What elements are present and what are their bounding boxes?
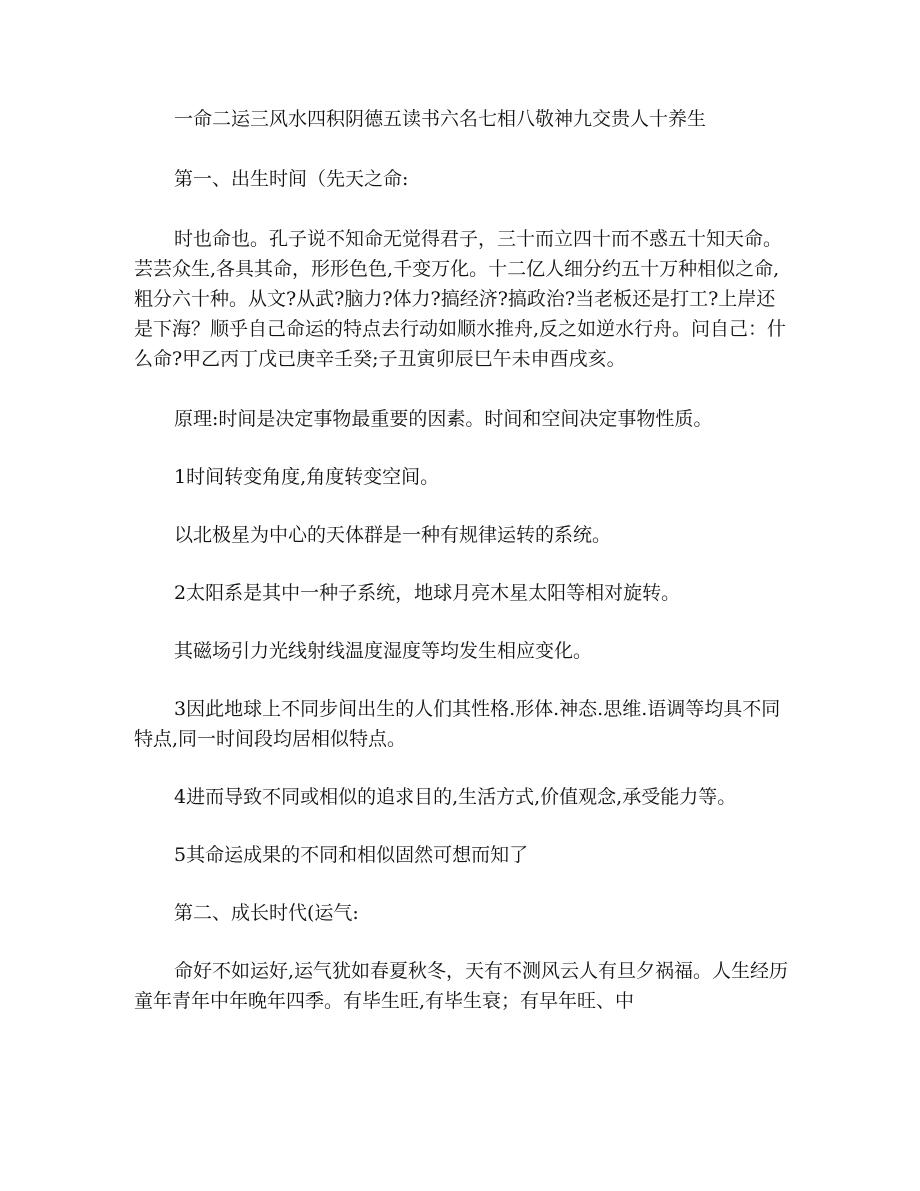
paragraph-fate: 时也命也。孔子说不知命无觉得君子，三十而立四十而不惑五十知天命。芸芸众生,各具其命，形形色色,千变万化。十二亿人细分约五十万种相似之命,粗分六十种。从文?从武?脑力?体力?搞经济?搞政治?当老板还是打工?上岸还是下海？顺乎自己命运的特点去行动如顺水推舟,反之如逆水行舟。问自己：什么命?甲乙丙丁戊已庚辛壬癸;子丑寅卯辰巳午未申酉戌亥。	[134, 228, 787, 370]
section-heading-1: 第一、出生时间（先天之命:	[174, 168, 409, 190]
document-body	[134, 104, 794, 1016]
paragraph-principle: 原理:时间是决定事物最重要的因素。时间和空间决定事物性质。	[174, 408, 713, 430]
paragraph-intro: 一命二运三风水四积阴德五读书六名七相八敬神九交贵人十养生	[174, 108, 707, 130]
paragraph-polaris: 以北极星为中心的天体群是一种有规律运转的系统。	[174, 524, 612, 546]
paragraph-magnetic: 其磁场引力光线射线温度湿度等均发生相应变化。	[174, 640, 593, 662]
paragraph-point-5: 5其命运成果的不同和相似固然可想而知了	[174, 844, 529, 866]
paragraph-luck: 命好不如运好,运气犹如春夏秋冬，天有不测风云人有旦夕祸福。人生经历童年青年中年晚年四季。有毕生旺,有毕生衰；有早年旺、中	[134, 960, 789, 1012]
paragraph-point-3: 3因此地球上不同步间出生的人们其性格.形体.神态.思维.语调等均具不同特点,同一时间段均居相似特点。	[134, 698, 781, 750]
paragraph-point-1: 1时间转变角度,角度转变空间。	[174, 466, 440, 488]
paragraph-point-2: 2太阳系是其中一种子系统，地球月亮木星太阳等相对旋转。	[174, 582, 681, 604]
paragraph-point-4: 4进而导致不同或相似的追求目的,生活方式,价值观念,承受能力等。	[174, 786, 737, 808]
section-heading-2: 第二、成长时代(运气:	[174, 902, 359, 924]
